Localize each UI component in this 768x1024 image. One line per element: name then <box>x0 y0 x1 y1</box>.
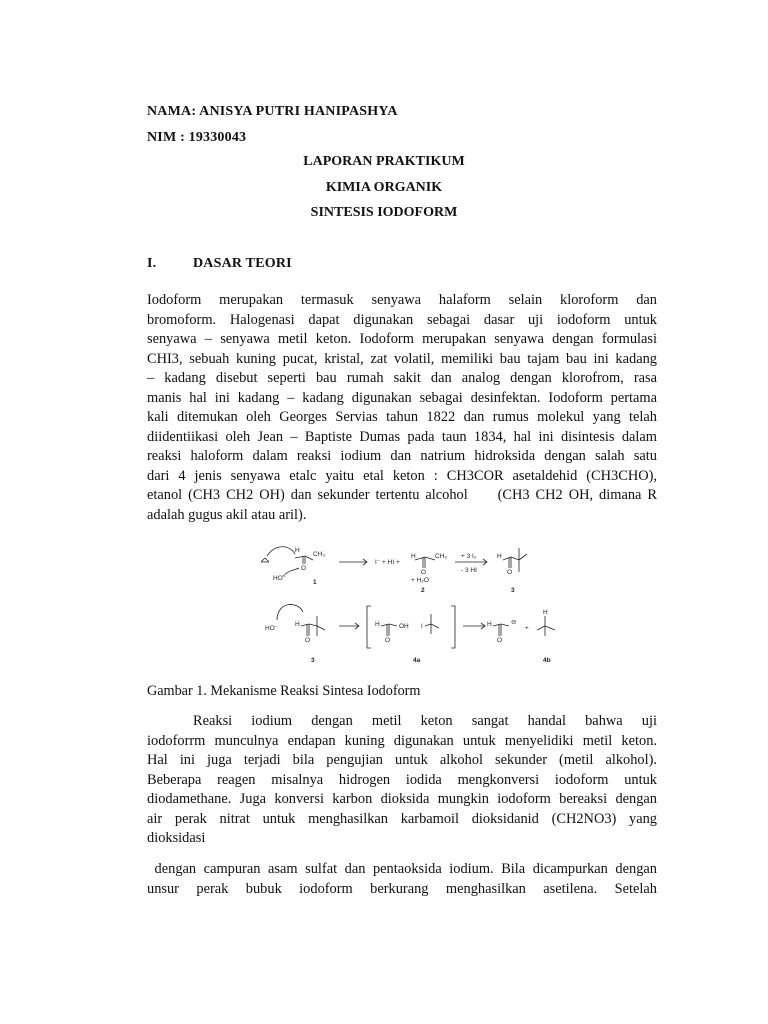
text-line: CHI3, sebuah kuning pucat, kristal, zat volatil, memiliki bau tajam bau ini kadang <box>147 350 657 367</box>
paragraph-reaksi <box>147 712 657 849</box>
text-line: Iodoform merupakan termasuk senyawa halaform selain kloroform dan <box>147 292 657 308</box>
curved-arrow <box>277 604 303 620</box>
svg-text:3: 3 <box>311 657 315 664</box>
bracket-right <box>451 606 455 648</box>
text-line: senyawa – senyawa metil keton. Iodoform merupakan senyawa dengan formulasi <box>147 331 657 347</box>
reaction-mechanism-figure <box>255 540 575 668</box>
svg-text:+ H₂O: + H₂O <box>411 577 429 584</box>
text-line: diidentiikasi oleh Jean – Baptiste Dumas pada taun 1834, hal ini disintesis dalam <box>147 428 657 445</box>
text-line: – kadang disebut seperti bau rumah sakit dan analog dengan klorofrom, rasa <box>147 370 657 386</box>
svg-text:H: H <box>543 609 548 616</box>
text-line: dari 4 jenis senyawa etalc yaitu etal keton : CH3COR asetaldehid (CH3CHO), <box>147 467 657 484</box>
text-line: Beberapa reagen misalnya hidrogen iodida mengkonversi iodoform untuk <box>147 771 657 788</box>
text-line: Hal ini juga terjadi bila pengujian untuk alkohol sekunder (metil alkohol). <box>147 752 657 768</box>
text-line: etanol (CH3 CH2 OH) dan sekunder tertentu alcohol (CH3 CH2 OH, dimana R <box>147 487 657 503</box>
svg-text:4b: 4b <box>543 657 551 664</box>
title-topic: SINTESIS IODOFORM <box>310 205 458 220</box>
text-line: dioksidasi <box>147 830 206 846</box>
text-line: dengan campuran asam sulfat dan pentaoksida iodium. Bila dicampurkan dengan <box>147 861 657 877</box>
svg-text:H: H <box>295 621 300 628</box>
text-line: kali ditemukan oleh Georges Servias tahun 1822 dan rumus molekul yang telah <box>147 409 657 425</box>
text-line: reaksi haloform dalam reaksi iodium dan natrium hidroksida dengan salah satu <box>147 448 657 464</box>
svg-text:HO⁻: HO⁻ <box>273 575 287 582</box>
svg-text:+ 3 I₂: + 3 I₂ <box>461 553 477 560</box>
text-line: bromoform. Halogenasi dapat digunakan sebagai dasar uji iodoform untuk <box>147 311 657 328</box>
text-line: adalah gugus akil atau aril). <box>147 506 307 523</box>
bracket-left <box>367 606 371 648</box>
svg-text:O: O <box>507 569 513 576</box>
svg-text:I⁻ + HI +: I⁻ + HI + <box>375 559 400 566</box>
svg-text:O: O <box>305 637 311 644</box>
text-line: iodoforrm munculnya endapan kuning digunakan untuk menyelidiki metil keton. <box>147 732 657 749</box>
svg-text:CH₃: CH₃ <box>435 553 448 560</box>
svg-text:H: H <box>497 553 502 560</box>
svg-text:H: H <box>295 547 300 554</box>
text-line: unsur perak bubuk iodoform berkurang menghasilkan asetilena. Setelah <box>147 880 657 897</box>
ring-fragment <box>261 558 269 562</box>
svg-text:HO⁻: HO⁻ <box>265 625 279 632</box>
svg-text:- 3 HI: - 3 HI <box>461 567 477 574</box>
student-nim: NIM : 19330043 <box>147 130 247 145</box>
svg-text:O: O <box>301 565 307 572</box>
figure-caption: Gambar 1. Mekanisme Reaksi Sintesa Iodoform <box>147 683 421 699</box>
text-line: manis hal ini kadang – kadang digunakan sebagai desinfektan. Iodoform pertama <box>147 389 657 406</box>
svg-text:O: O <box>497 637 503 644</box>
svg-text:H: H <box>487 621 492 628</box>
svg-text:2: 2 <box>421 587 425 594</box>
paragraph-dasar-teori <box>147 291 657 525</box>
text-line: Reaksi iodium dengan metil keton sangat handal bahwa uji <box>193 713 657 729</box>
svg-text:4a: 4a <box>413 657 421 664</box>
section-heading: DASAR TEORI <box>193 256 292 271</box>
svg-text:⊖: ⊖ <box>511 619 517 626</box>
text-line: air perak nitrat untuk menghasilkan karbamoil dioksidanid (CH2NO3) yang <box>147 810 657 827</box>
svg-text:H: H <box>411 553 416 560</box>
text-line: diodamethane. Juga konversi karbon dioksida mungkin iodoform bereaksi dengan <box>147 791 657 807</box>
svg-text:+: + <box>525 625 529 632</box>
paragraph-lanjutan <box>147 860 657 899</box>
svg-text:H: H <box>375 621 380 628</box>
student-name: NAMA: ANISYA PUTRI HANIPASHYA <box>147 104 398 119</box>
svg-text:3: 3 <box>511 587 515 594</box>
svg-text:I: I <box>421 623 423 630</box>
title-report: LAPORAN PRAKTIKUM <box>303 154 465 169</box>
svg-text:CH₃: CH₃ <box>313 551 326 558</box>
svg-text:OH: OH <box>399 623 409 630</box>
curved-arrow <box>267 547 295 556</box>
title-subject: KIMIA ORGANIK <box>325 180 443 195</box>
svg-text:1: 1 <box>313 579 317 586</box>
svg-text:O: O <box>421 569 427 576</box>
section-number: I. <box>147 256 157 271</box>
svg-text:O: O <box>385 637 391 644</box>
